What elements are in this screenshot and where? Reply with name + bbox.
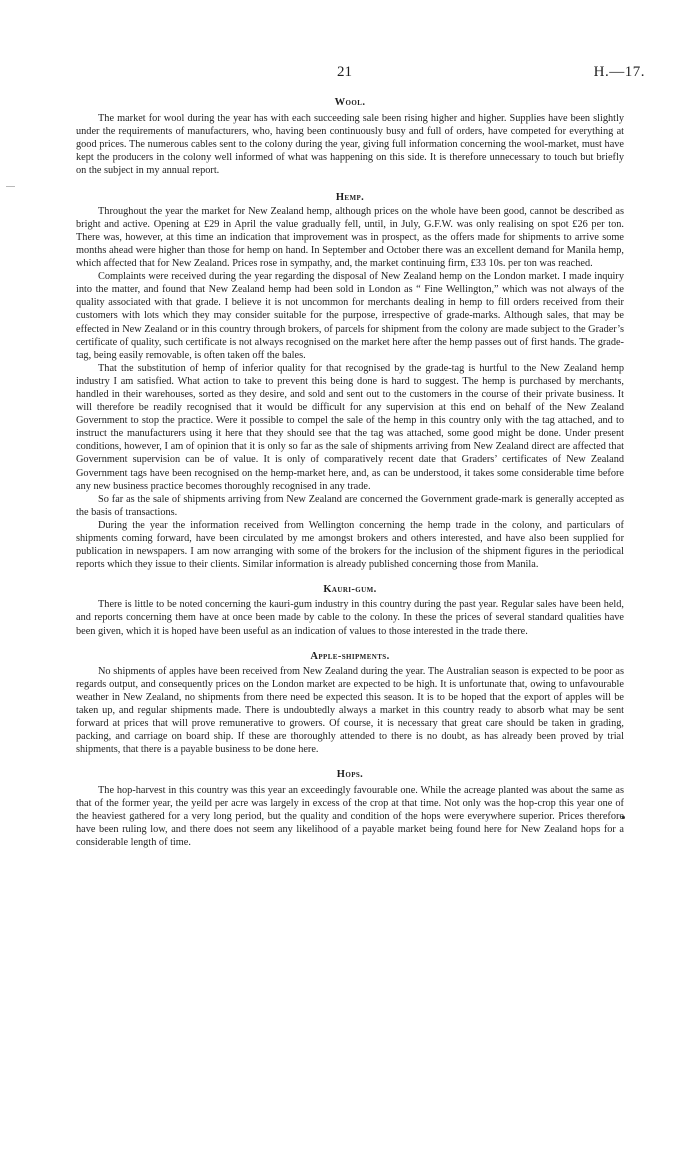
section-heading: Kauri-gum. <box>323 584 377 596</box>
page-number: 21 <box>337 64 352 80</box>
paragraph: Throughout the year the market for New Zealand hemp, although prices on the whole have been good, cannot be described as bright and active. Opening at £29 in April the value gradually fell, until, in July, G.F.W. was only realising on spot £26 per ton. There was, however, at this time an indication that improvement was in prospect, as the offers made for shipments to arrive some months ahead were higher than those for hemp on hand. In September and October there was an excellent demand for Manila hemp, which affected that for New Zealand. Prices rose in sympathy, and, the market continuing firm, £33 10s. per ton was reached. <box>76 205 624 270</box>
section-hops <box>76 768 624 849</box>
section-heading: Apple-shipments. <box>310 650 390 662</box>
section-kauri-gum <box>76 583 624 637</box>
section-heading: Hops. <box>336 769 364 781</box>
section-apple-shipments <box>76 650 624 757</box>
section-hemp <box>76 191 624 572</box>
document-reference: H.—17. <box>593 64 645 80</box>
paragraph: There is little to be noted concerning the kauri-gum industry in this country during the past year. Regular sales have been held, and reports concerning them have at once been made by cable to the colony. In these the prices of several standard qualities have been given, which it is hoped have been useful as an indication of values to those interested in the trade there. <box>76 599 624 637</box>
paragraph: No shipments of apples have been received from New Zealand during the year. The Australian season is expected to be poor as regards output, and consequently prices on the London market are expected to be high. It is unfortunate that, owing to unfavourable weather in New Zealand, no shipments from there need be expected this season. It is to be hoped that the export of apples will be taken up, and regular shipments made. There is undoubtedly always a market in this country ready to absorb what may be sent forward at prices that will prove remunerative to growers. Of course, it is necessary that great care should be taken in grading, packing, and carriage on board ship. If these are thoroughly attended to there is no doubt, as has already been proved by trial shipments, that there is a payable business to be done here. <box>76 665 624 756</box>
margin-mark <box>6 186 15 187</box>
section-wool <box>76 96 624 178</box>
paragraph: Complaints were received during the year regarding the disposal of New Zealand hemp on the London market. I made inquiry into the matter, and found that New Zealand hemp had been sold in London as “ Fine Wellington,” which was not always of the quality associated with that grade. I believe it is not uncommon for merchants dealing in hemp to fill orders received from their customers with lots which they may consider suitable for the purpose, irrespective of grade-marks. Although sales, that may be effected in New Zealand or in this country through brokers, of parcels for shipment from the colony are made subject to the Grader’s certificate of quality, such certificate is not always recognised on the market here after the hemp passes out of first hands. The grade-tag, being easily removable, is often taken off the bales. <box>76 271 624 361</box>
paragraph: The hop-harvest in this country was this year an exceedingly favourable one. While the acreage planted was about the same as that of the former year, the yeild per acre was largely in excess of the crop at that time. Not only was the hop-crop this year one of the heaviest gathered for a very long period, but the quality and condition of the hops were everywhere superior. Prices therefore have been ruling low, and there does not seem any likelihood of a payable market being found here for New Zealand hops for a considerable length of time. <box>76 784 624 848</box>
paragraph: The market for wool during the year has with each succeeding sale been rising higher and higher. Supplies have been slightly under the requirements of manufacturers, who, having been continuously busy and full of orders, have competed for everything at good prices. The numerous cables sent to the colony during the year, giving full information concerning the wool-market, must have kept the producers in the colony well informed of what was happening on this side. It is therefore unnecessary to touch but briefly on the subject in my annual report. <box>76 113 624 177</box>
paragraph: That the substitution of hemp of inferior quality for that recognised by the grade-tag is hurtful to the New Zealand hemp industry I am satisfied. What action to take to prevent this being done is hard to suggest. The hemp is purchased by merchants, handled in their warehouses, sorted as they desire, and sold and sent out to the customers in the course of their private business. It will therefore be readily recognised that it would be difficult for any supervision at this end on behalf of the New Zealand Government to stop the practice. Were it possible to compel the sale of the hemp in this country only with the tag attached, and to instruct the manufacturers using it here that they should see that the tag was attached, some good might be done. Under present conditions, however, I am of opinion that it is only so far as the sale of shipments arriving from New Zealand direct are affected that Government supervision can be of value. It is only of comparatively recent date that Graders’ certificates of New Zealand Government tags have been recognised on the hemp-market here, and, as can be understood, it takes some considerable time before any new business practice becomes thoroughly recognised in any trade. <box>76 362 624 492</box>
paragraph: During the year the information received from Wellington concerning the hemp trade in the colony, and particulars of shipments coming forward, have been circulated by me amongst brokers and others interested, and have also been supplied for publication in newspapers. I am now arranging with some of the brokers for the inclusion of the shipment figures in the periodical reports which they issue to their clients. Similar information is already published concerning those from Manila. <box>76 519 624 571</box>
body-text <box>76 96 624 849</box>
section-heading: Wool. <box>334 97 366 108</box>
section-heading: Hemp. <box>335 191 365 203</box>
paragraph: So far as the sale of shipments arriving from New Zealand are concerned the Government grade-mark is generally accepted as the basis of transactions. <box>76 493 624 518</box>
